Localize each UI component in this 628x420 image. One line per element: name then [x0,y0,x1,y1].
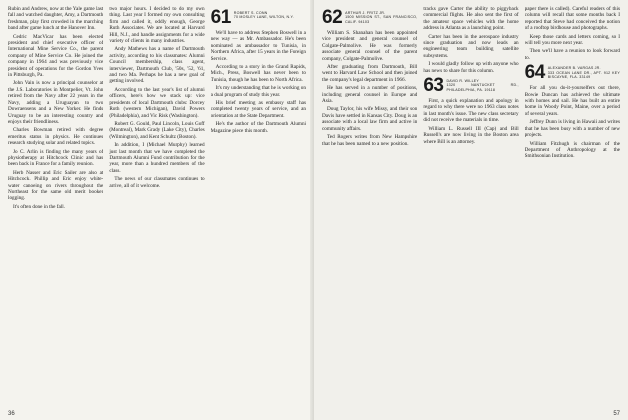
right-column-2 [423,6,518,410]
class-year: 63 [423,75,444,97]
paragraph: First, a quick explanation and apology in regard to why there were no 1963 class notes in last month's issue. The new class secretary did not receive the materials in time. [423,98,519,124]
page-number-left: 36 [8,411,15,417]
secretary-name: ALEXANDER B. VARGAS JR. [547,66,601,71]
paragraph: The news of our classmates continues to arrive, all of it welcome. [109,176,205,189]
paragraph: We'll have to address Stephen Boswell in a new way — as Mr. Ambassador. He's been nominated as ambassador to Tunisia, in Northern Africa, after 15 years in the Foreign Service. [210,30,306,62]
paragraph: John Vain is now a principal counselor at the J.S. Laboratories in Montpelier, Vt. John retired from the Navy after 22 years in the Navy, adding a Uruguayan to two Dowraensens and a New Yorker. He finds Uruguay to be an interesting country and enjoys their friendliness. [8,80,104,125]
left-column-2 [109,6,204,410]
secretary-address: 333 OCEAN LANE DR., APT. 912 KEY BISCAYNE, FLA. 33149 [547,70,620,80]
class-year: 61 [210,7,231,28]
class-year: 62 [322,7,343,28]
secretary-name: ROBERT S. CONN [233,11,268,15]
paragraph: After graduating from Dartmouth, Bill went to Harvard Law School and then joined the company's legal department in 1966. [322,64,418,83]
right-column-1 [322,6,417,410]
paragraph: William L. Russell III (Cap) and Bill Russell's are now living in the Boston area where Bill is an attorney. [423,125,519,145]
paragraph: He has served in a number of positions, including general counsel in Europe and Asia. [322,85,418,105]
page-number-right: 57 [613,411,620,417]
class-secretary [234,9,294,20]
class-heading-63 [423,77,518,95]
paragraph: Charles Bowman retired with degree emeritus status in physics. He continues research studying solar and related topics. [8,127,104,147]
paragraph: Then we'll have a reunion to look forward to. [524,48,620,61]
class-secretary [345,9,417,24]
paragraph: It's often done in the fall. [13,203,65,210]
paragraph: According to a story in the Grand Rapids, Mich., Press, Boswell has never been to Tunisia, though he has been to North Africa. [210,64,306,83]
class-heading-61 [211,9,306,27]
paragraph: Keep those cards and letters coming, so I will tell you more next year. [524,33,620,47]
secretary-address: 1500 MISSION ST., SAN FRANCISCO, CALIF. 94103 [345,15,418,24]
paragraph: Jeffrey Dunn is living in Hawaii and writes that he has been busy with a number of new projects. [524,119,620,139]
class-heading-64 [525,64,620,82]
paragraph: Jo C. Arlin is finding the many years of physiotherapy at Hitchcock Clinic and has been back in France for a family reunion. [8,148,104,168]
paragraph: For all you do-it-yourselfers out there, Bowie Duncan has achieved the ultimate with homes and sail. He has built an entire home in Woody Point, Maine, over a period of several years. [524,85,620,117]
paragraph: Herb Nasser and Eric Sailer are also at Hitchcock. Phillip and Eric enjoy white-water canoeing on rivers throughout the Northeast for the same old merit booker logging. [8,169,104,202]
paragraph: In addition, I (Michael Murphy) learned just last month that we have completed the Dartmouth Alumni Fund contribution for the year, more than a hundred members of the class. [109,142,205,174]
class-secretary [446,77,518,92]
left-column-1 [8,6,103,410]
class-year: 64 [524,62,545,84]
paragraph: According to the last year's list of alumni officers, here's how we stack up: vice presidents of local Dartmouth clubs: Dorcey Roth (western Michigan), David Powers (Philadelphia), and Vic Risk (Washington). [109,86,205,119]
paragraph: Cedric MacVicar has been elected president and chief executive officer of International Mine Service Co., the parent company of Mine Service Co. He joined the company in 1964 and was previously vice president of operations for the Gordon Yves in Pittsburgh, Pa. [8,33,104,79]
paragraph: Carter has been in the aerospace industry since graduation and now leads an engineering team building satellite subsystems. [423,33,519,59]
paragraph: He's the author of the Dartmouth Alumni Magazine piece this month. [210,121,306,134]
right-page [314,0,628,420]
right-page-columns [322,6,620,410]
paragraph: I would gladly follow up with anyone who has news to share for this column. [423,61,519,74]
secretary-address: 1320 NANTUCKET RD., PHILADELPHIA, PA. 19118 [446,83,519,92]
class-heading-62 [322,9,417,27]
paragraph: two major hours. I decided to do my own thing. Last year I formed my own consulting firm and called it, oddly enough, George Ruth Associates. We are located at Harvard Hill, N.J., and handle assignments for a wide variety of clients in many industries. [109,6,205,45]
class-secretary [548,64,620,79]
paragraph: Ted Rogers writes from New Hampshire that he has been named to a new position. [322,134,418,147]
paragraph: William Fitzhugh is chairman of the Department of Anthropology at the Smithsonian Institution. [524,140,620,160]
paragraph: paper there is called). Careful readers of this column will recall that some months back I reported that Steve had conceived the notion of a rooftop birdhouse and photographs. [524,6,620,32]
paragraph: William S. Shanahan has been appointed vice president and general counsel of Colgate-Palmolive. He was formerly associate general counsel of the parent company, Colgate-Palmolive. [322,30,418,62]
paragraph: Andy Mathews has a name of Dartmouth activity, according to his classmates: Alumni Council membership, class agent, interviewer, Dartmouth Club, '50s, '52, '61, and two Ma. Perhaps he has a new goal of getting involved. [109,46,205,85]
secretary-name: DAVID R. WILLEY [446,79,479,84]
paragraph: Rubin and Andrew, now at the Yale game last fall and watched daughter, Amy, a Dartmouth freshman, play first crowded in the marching band after game lunch at the Hanover Inn. [8,6,104,32]
paragraph: His brief meeting as embassy staff has completed twenty years of service, and an orientation at the State Department. [210,100,306,119]
paragraph: Doug Taylor, his wife Missy, and their son Davis have settled in Kansas City. Doug is an associate with a local law firm and active in community affairs. [322,106,418,132]
left-page-columns [8,6,306,410]
secretary-address: 70 MOSLEY LANE, WILTON, N.Y. [233,15,294,20]
paragraph: It's my understanding that he is working on a dual program of study this year. [210,85,306,98]
right-column-3 [525,6,620,410]
paragraph: Robert G. Gould, Paul Lincoln, Louis Goff (Montreal), Mark Grady (Lake City), Charles (Wilmington), and Kent Schultz (Boston). [109,120,205,140]
left-column-3 [211,6,306,410]
secretary-name: ARTHUR J. FRITZ JR. [345,11,386,15]
paragraph: tracks gave Carter the ability to piggyback commercial flights. He also sent the first of the amateur space vehicles with the home address in Atlanta as a launching point. [423,6,519,32]
